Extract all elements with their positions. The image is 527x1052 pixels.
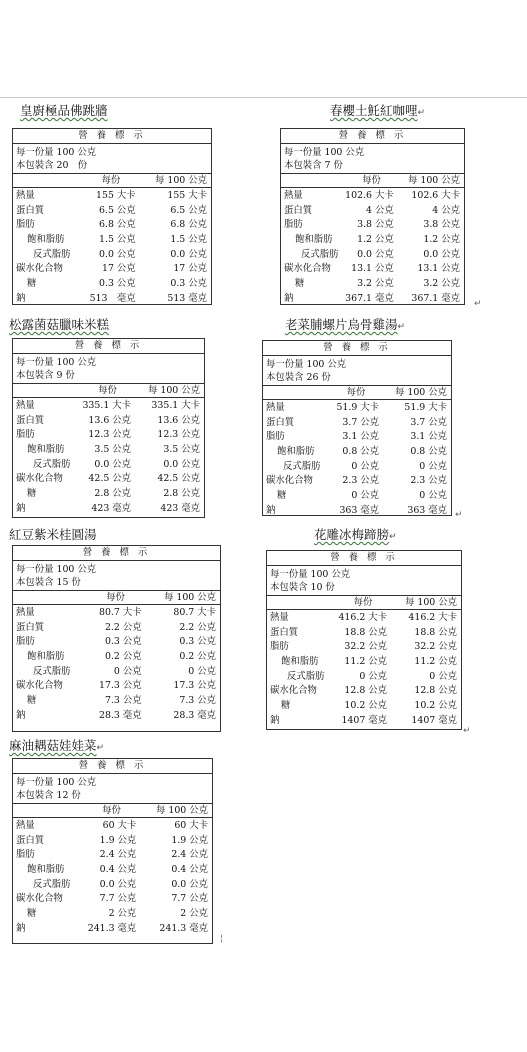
row-trans-fat: 反式脂肪 0.0 公克 0.0 公克 bbox=[33, 248, 207, 260]
row-protein: 蛋白質 4 公克 4 公克 bbox=[284, 204, 460, 216]
row-calories: 熱量 80.7 大卡 80.7 大卡 bbox=[16, 607, 216, 618]
serving-info bbox=[13, 774, 212, 804]
col-per-serving: 每份 bbox=[101, 175, 121, 186]
row-sugar: 糖 10.2 公克 10.2 公克 bbox=[281, 700, 457, 712]
row-sodium: 鈉 363 毫克 363 毫克 bbox=[266, 504, 447, 516]
column-header bbox=[13, 174, 211, 188]
dish-title-1: 皇廚極品佛跳牆 bbox=[20, 103, 108, 118]
serving-info bbox=[13, 561, 220, 591]
dish-title-7: 麻油耦菇娃娃菜↵ bbox=[9, 738, 105, 753]
row-saturated-fat: 飽和脂肪 0.2 公克 0.2 公克 bbox=[27, 651, 216, 663]
nutrition-panel-2 bbox=[280, 128, 465, 305]
row-fat: 脂肪 12.3 公克 12.3 公克 bbox=[16, 429, 200, 441]
dish-title-5: 紅豆紫米桂圓湯 bbox=[9, 527, 97, 542]
panel-header: 營 養 標 示 bbox=[267, 551, 461, 566]
row-calories: 熱量 51.9 大卡 51.9 大卡 bbox=[266, 402, 447, 413]
row-sugar: 糖 7.3 公克 7.3 公克 bbox=[27, 695, 216, 707]
nutrition-panel-1 bbox=[12, 128, 212, 305]
row-sugar: 糖 0.3 公克 0.3 公克 bbox=[27, 278, 207, 290]
servings-per-pack: 本包裝含 9 份 bbox=[16, 370, 75, 381]
col-per-100g: 每 100 公克 bbox=[405, 597, 457, 608]
row-saturated-fat: 飽和脂肪 1.5 公克 1.5 公克 bbox=[27, 234, 207, 246]
row-carbohydrate: 碳水化合物 7.7 公克 7.7 公克 bbox=[16, 893, 208, 905]
col-per-100g: 每 100 公克 bbox=[148, 385, 200, 396]
row-protein: 蛋白質 6.5 公克 6.5 公克 bbox=[16, 204, 207, 216]
serving-size: 每一份量 100 公克 bbox=[270, 569, 351, 580]
col-per-100g: 每 100 公克 bbox=[395, 387, 447, 398]
col-per-100g: 每 100 公克 bbox=[408, 175, 460, 186]
text-cursor-icon: ¦ bbox=[220, 934, 224, 944]
serving-info bbox=[267, 566, 461, 596]
row-protein: 蛋白質 1.9 公克 1.9 公克 bbox=[16, 834, 208, 846]
row-protein: 蛋白質 3.7 公克 3.7 公克 bbox=[266, 416, 447, 428]
row-protein: 蛋白質 13.6 公克 13.6 公克 bbox=[16, 414, 200, 426]
nutrition-panel-7 bbox=[12, 758, 213, 944]
dish-title-4: 老菜脯螺片烏骨雞湯↵ bbox=[285, 317, 406, 332]
row-carbohydrate: 碳水化合物 2.3 公克 2.3 公克 bbox=[266, 475, 447, 487]
row-calories: 熱量 102.6 大卡 102.6 大卡 bbox=[284, 190, 460, 201]
panel-header: 營 養 標 示 bbox=[13, 546, 220, 561]
row-fat: 脂肪 32.2 公克 32.2 公克 bbox=[270, 641, 457, 653]
row-calories: 熱量 155 大卡 155 大卡 bbox=[16, 190, 207, 201]
row-fat: 脂肪 3.8 公克 3.8 公克 bbox=[284, 219, 460, 231]
row-sodium: 鈉 241.3 毫克 241.3 毫克 bbox=[16, 922, 208, 934]
col-per-100g: 每 100 公克 bbox=[155, 175, 207, 186]
column-header bbox=[267, 596, 461, 610]
row-sodium: 鈉 367.1 毫克 367.1 毫克 bbox=[284, 292, 460, 304]
panel-header: 營 養 標 示 bbox=[13, 129, 211, 144]
row-trans-fat: 反式脂肪 0 公克 0 公克 bbox=[287, 670, 457, 682]
servings-per-pack: 本包裝含 12 份 bbox=[16, 790, 81, 801]
row-carbohydrate: 碳水化合物 12.8 公克 12.8 公克 bbox=[270, 685, 457, 697]
column-header bbox=[263, 386, 451, 400]
row-saturated-fat: 飽和脂肪 0.4 公克 0.4 公克 bbox=[27, 864, 208, 876]
row-trans-fat: 反式脂肪 0 公克 0 公克 bbox=[33, 665, 216, 677]
servings-per-pack: 本包裝含 7 份 bbox=[284, 160, 343, 171]
column-header bbox=[13, 591, 220, 605]
row-fat: 脂肪 2.4 公克 2.4 公克 bbox=[16, 849, 208, 861]
serving-size: 每一份量 100 公克 bbox=[284, 147, 365, 158]
col-per-100g: 每 100 公克 bbox=[164, 592, 216, 603]
nutrition-panel-6 bbox=[266, 550, 462, 730]
col-per-serving: 每份 bbox=[346, 387, 366, 398]
col-per-serving: 每份 bbox=[362, 175, 381, 186]
serving-info bbox=[263, 356, 451, 386]
serving-size: 每一份量 100 公克 bbox=[16, 777, 97, 788]
row-protein: 蛋白質 2.2 公克 2.2 公克 bbox=[16, 621, 216, 633]
col-per-serving: 每份 bbox=[102, 805, 121, 816]
row-sodium: 鈉 423 毫克 423 毫克 bbox=[16, 502, 200, 514]
col-per-serving: 每份 bbox=[106, 592, 125, 603]
row-carbohydrate: 碳水化合物 17.3 公克 17.3 公克 bbox=[16, 680, 216, 692]
panel-header: 營 養 標 示 bbox=[13, 759, 212, 774]
row-saturated-fat: 飽和脂肪 0.8 公克 0.8 公克 bbox=[277, 446, 447, 458]
row-saturated-fat: 飽和脂肪 3.5 公克 3.5 公克 bbox=[27, 444, 200, 456]
row-fat: 脂肪 3.1 公克 3.1 公克 bbox=[266, 431, 447, 443]
column-header bbox=[281, 174, 464, 188]
row-fat: 脂肪 0.3 公克 0.3 公克 bbox=[16, 636, 216, 648]
row-calories: 熱量 60 大卡 60 大卡 bbox=[16, 820, 208, 831]
serving-info bbox=[13, 144, 211, 174]
row-carbohydrate: 碳水化合物 17 公克 17 公克 bbox=[16, 263, 207, 275]
row-carbohydrate: 碳水化合物 42.5 公克 42.5 公克 bbox=[16, 473, 200, 485]
serving-info bbox=[281, 144, 464, 174]
serving-size: 每一份量 100 公克 bbox=[16, 147, 97, 158]
row-sugar: 糖 3.2 公克 3.2 公克 bbox=[295, 278, 460, 290]
servings-per-pack: 本包裝含 26 份 bbox=[266, 372, 331, 383]
row-trans-fat: 反式脂肪 0 公克 0 公克 bbox=[283, 460, 447, 472]
col-per-100g: 每 100 公克 bbox=[156, 805, 208, 816]
row-sugar: 糖 0 公克 0 公克 bbox=[277, 490, 447, 502]
row-carbohydrate: 碳水化合物 13.1 公克 13.1 公克 bbox=[284, 263, 460, 275]
row-sodium: 鈉 513 毫克 513 毫克 bbox=[16, 292, 207, 304]
row-sugar: 糖 2 公克 2 公克 bbox=[27, 908, 208, 920]
row-trans-fat: 反式脂肪 0.0 公克 0.0 公克 bbox=[33, 878, 208, 890]
row-sodium: 鈉 28.3 毫克 28.3 毫克 bbox=[16, 709, 216, 721]
row-trans-fat: 反式脂肪 0.0 公克 0.0 公克 bbox=[33, 458, 200, 470]
servings-per-pack: 本包裝含 10 份 bbox=[270, 582, 335, 593]
col-per-serving: 每份 bbox=[353, 597, 373, 608]
paragraph-mark-icon: ↵ bbox=[463, 726, 471, 736]
panel-header: 營 養 標 示 bbox=[263, 341, 451, 356]
paragraph-mark-icon: ↵ bbox=[455, 510, 463, 520]
dish-title-2: 春櫻土魠紅咖哩↵ bbox=[330, 103, 426, 118]
row-calories: 熱量 335.1 大卡 335.1 大卡 bbox=[16, 400, 200, 411]
serving-size: 每一份量 100 公克 bbox=[266, 359, 347, 370]
row-fat: 脂肪 6.8 公克 6.8 公克 bbox=[16, 219, 207, 231]
panel-header: 營 養 標 示 bbox=[281, 129, 464, 144]
nutrition-panel-5 bbox=[12, 545, 221, 732]
header-rule bbox=[0, 97, 527, 98]
dish-title-6: 花雕冰梅蹄膀↵ bbox=[314, 527, 397, 542]
row-protein: 蛋白質 18.8 公克 18.8 公克 bbox=[270, 626, 457, 638]
servings-per-pack: 本包裝含 15 份 bbox=[16, 577, 81, 588]
col-per-serving: 每份 bbox=[98, 385, 117, 396]
serving-info bbox=[13, 354, 204, 384]
row-trans-fat: 反式脂肪 0.0 公克 0.0 公克 bbox=[301, 248, 460, 260]
nutrition-panel-4 bbox=[262, 340, 452, 516]
row-sugar: 糖 2.8 公克 2.8 公克 bbox=[27, 488, 200, 500]
row-sodium: 鈉 1407 毫克 1407 毫克 bbox=[270, 714, 457, 726]
serving-size: 每一份量 100 公克 bbox=[16, 564, 97, 575]
column-header bbox=[13, 804, 212, 818]
row-saturated-fat: 飽和脂肪 1.2 公克 1.2 公克 bbox=[295, 234, 460, 246]
paragraph-mark-icon: ↵ bbox=[474, 299, 482, 309]
row-calories: 熱量 416.2 大卡 416.2 大卡 bbox=[270, 612, 457, 623]
dish-title-3: 松露菌菇臘味米糕 bbox=[9, 317, 110, 332]
servings-per-pack: 本包裝含 20 份 bbox=[16, 160, 88, 171]
serving-size: 每一份量 100 公克 bbox=[16, 357, 97, 368]
panel-header: 營 養 標 示 bbox=[13, 339, 204, 354]
row-saturated-fat: 飽和脂肪 11.2 公克 11.2 公克 bbox=[281, 656, 457, 668]
column-header bbox=[13, 384, 204, 398]
nutrition-panel-3 bbox=[12, 338, 205, 518]
